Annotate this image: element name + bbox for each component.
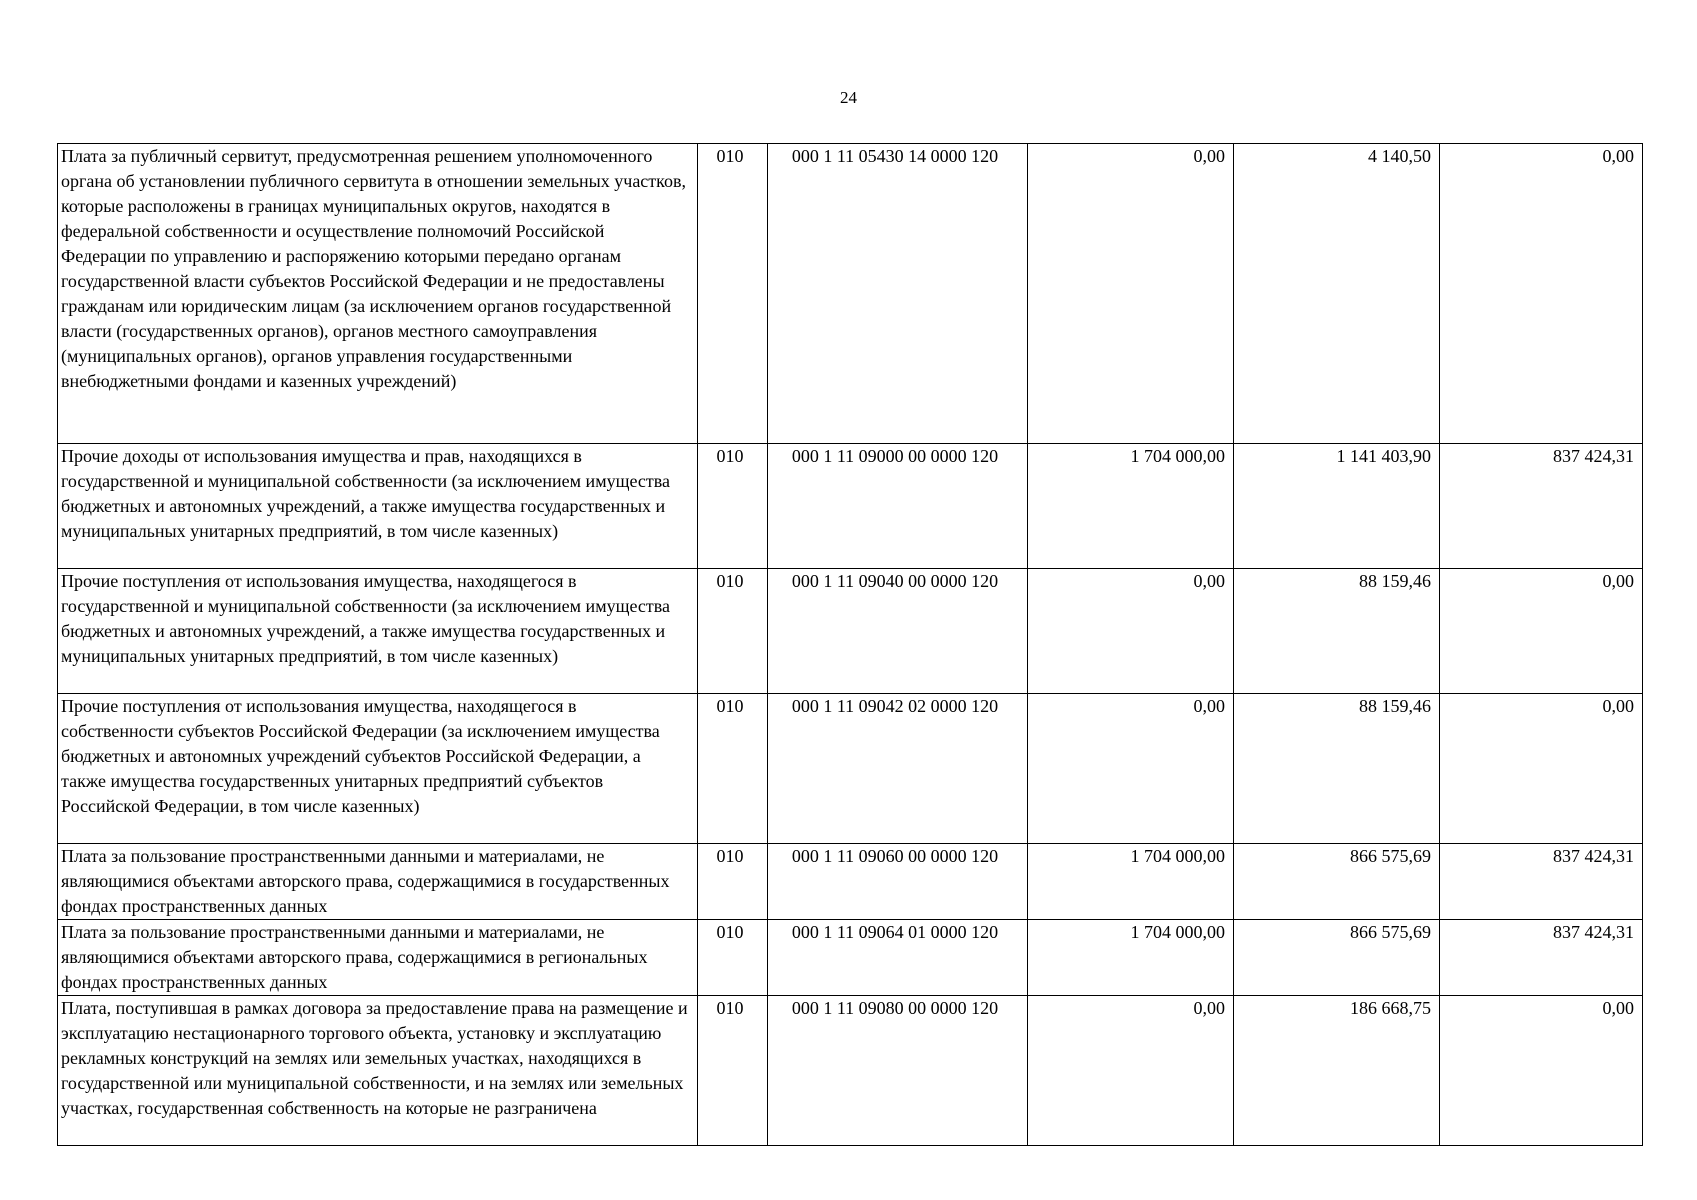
budget-code-cell: 000 1 11 09080 00 0000 120 [768, 996, 1028, 1146]
page-number: 24 [840, 88, 857, 107]
value-cell-3: 0,00 [1440, 144, 1643, 444]
table-row [58, 844, 1643, 920]
budget-code-cell: 000 1 11 09042 02 0000 120 [768, 694, 1028, 844]
value-cell-3: 837 424,31 [1440, 844, 1643, 920]
income-name-cell: Плата за публичный сервитут, предусмотренная решением уполномоченного органа об установлении публичного сервитута в отношении земельных участков, которые расположены в границах муниципальных округов, находятся в федеральной собственности и осуществление полномочий Российской Федерации по управлению и распоряжению которыми передано органам государственной власти субъектов Российской Федерации и не предоставлены гражданам или юридическим лицам (за исключением органов государственной власти (государственных органов), органов местного самоуправления (муниципальных органов), органов управления государственными внебюджетными фондами и казенных учреждений) [58, 144, 698, 444]
table-row [58, 569, 1643, 694]
value-cell-1: 1 704 000,00 [1028, 444, 1234, 569]
value-cell-1: 0,00 [1028, 144, 1234, 444]
value-cell-1: 0,00 [1028, 996, 1234, 1146]
value-cell-3: 837 424,31 [1440, 920, 1643, 996]
value-cell-2: 186 668,75 [1234, 996, 1440, 1146]
value-cell-3: 0,00 [1440, 694, 1643, 844]
table-row [58, 996, 1643, 1146]
income-name-cell: Плата за пользование пространственными данными и материалами, не являющимися объектами авторского права, содержащимися в региональных фондах пространственных данных [58, 920, 698, 996]
value-cell-2: 1 141 403,90 [1234, 444, 1440, 569]
table-row [58, 444, 1643, 569]
value-cell-1: 0,00 [1028, 569, 1234, 694]
table-row [58, 920, 1643, 996]
value-cell-3: 0,00 [1440, 996, 1643, 1146]
value-cell-2: 88 159,46 [1234, 569, 1440, 694]
value-cell-2: 88 159,46 [1234, 694, 1440, 844]
admin-code-cell: 010 [698, 444, 768, 569]
admin-code-cell: 010 [698, 844, 768, 920]
income-name-cell: Прочие доходы от использования имущества и прав, находящихся в государственной и муниципальной собственности (за исключением имущества бюджетных и автономных учреждений, а также имущества государственных и муниципальных унитарных предприятий, в том числе казенных) [58, 444, 698, 569]
value-cell-2: 866 575,69 [1234, 844, 1440, 920]
budget-code-cell: 000 1 11 09040 00 0000 120 [768, 569, 1028, 694]
value-cell-3: 837 424,31 [1440, 444, 1643, 569]
admin-code-cell: 010 [698, 920, 768, 996]
income-name-cell: Плата, поступившая в рамках договора за предоставление права на размещение и эксплуатацию нестационарного торгового объекта, установку и эксплуатацию рекламных конструкций на землях или земельных участках, находящихся в государственной или муниципальной собственности, и на землях или земельных участках, государственная собственность на которые не разграничена [58, 996, 698, 1146]
value-cell-1: 1 704 000,00 [1028, 920, 1234, 996]
budget-code-cell: 000 1 11 09060 00 0000 120 [768, 844, 1028, 920]
table-row [58, 694, 1643, 844]
budget-code-cell: 000 1 11 09064 01 0000 120 [768, 920, 1028, 996]
value-cell-1: 1 704 000,00 [1028, 844, 1234, 920]
admin-code-cell: 010 [698, 144, 768, 444]
admin-code-cell: 010 [698, 694, 768, 844]
budget-code-cell: 000 1 11 05430 14 0000 120 [768, 144, 1028, 444]
value-cell-1: 0,00 [1028, 694, 1234, 844]
revenue-table [57, 143, 1643, 1146]
income-name-cell: Прочие поступления от использования имущества, находящегося в государственной и муниципальной собственности (за исключением имущества бюджетных и автономных учреждений, а также имущества государственных и муниципальных унитарных предприятий, в том числе казенных) [58, 569, 698, 694]
budget-code-cell: 000 1 11 09000 00 0000 120 [768, 444, 1028, 569]
admin-code-cell: 010 [698, 996, 768, 1146]
table-row [58, 144, 1643, 444]
value-cell-3: 0,00 [1440, 569, 1643, 694]
income-name-cell: Прочие поступления от использования имущества, находящегося в собственности субъектов Российской Федерации (за исключением имущества бюджетных и автономных учреждений субъектов Российской Федерации, а также имущества государственных унитарных предприятий субъектов Российской Федерации, в том числе казенных) [58, 694, 698, 844]
income-name-cell: Плата за пользование пространственными данными и материалами, не являющимися объектами авторского права, содержащимися в государственных фондах пространственных данных [58, 844, 698, 920]
value-cell-2: 866 575,69 [1234, 920, 1440, 996]
admin-code-cell: 010 [698, 569, 768, 694]
value-cell-2: 4 140,50 [1234, 144, 1440, 444]
